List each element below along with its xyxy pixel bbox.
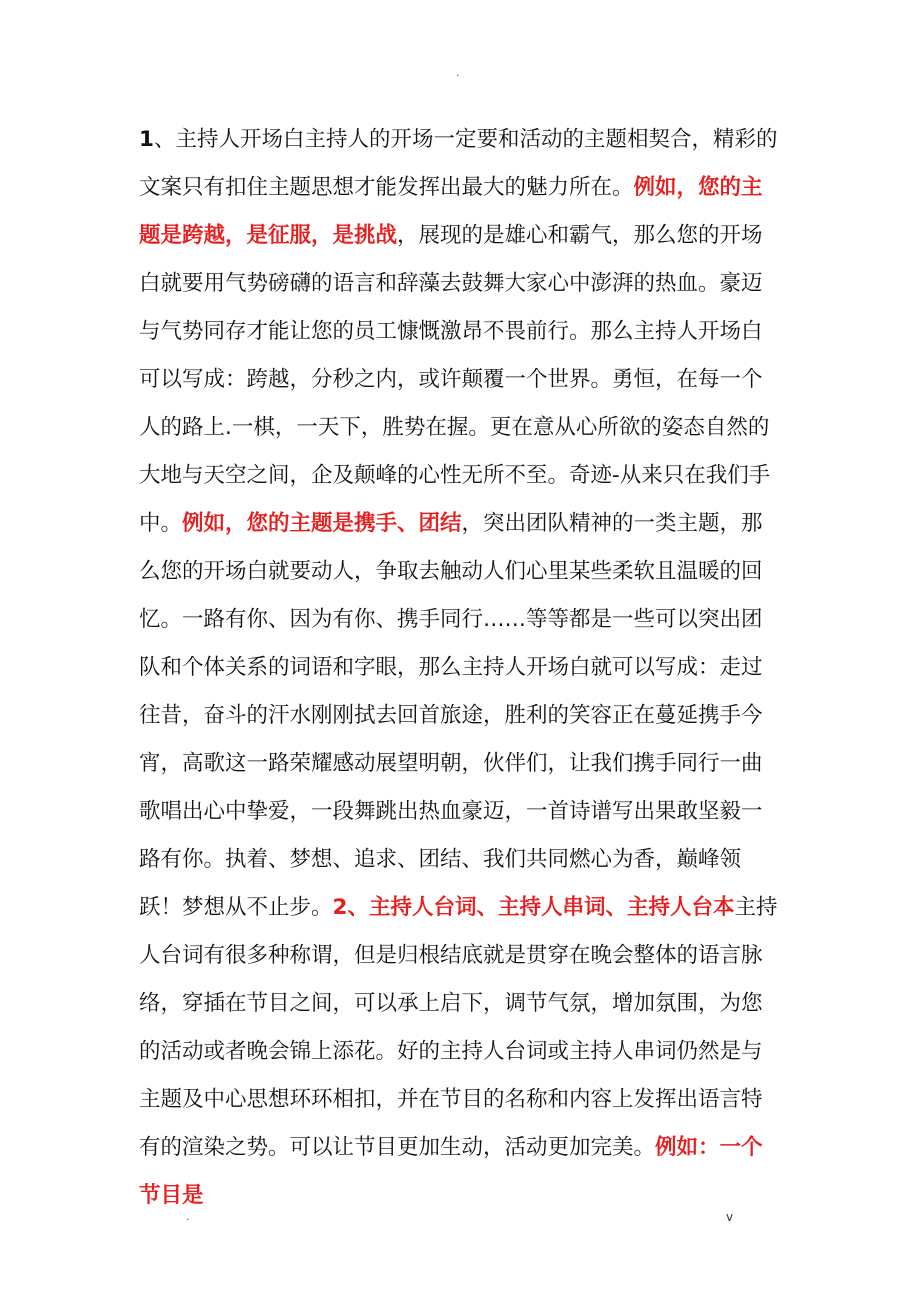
footer-dot: .: [186, 1210, 190, 1223]
paragraph-segment: 、主持人开场白主持人的开场一定要和活动的主题相契合，精彩的文案只有扣住主题思想才能发挥出最大的魅力所在。: [139, 127, 778, 200]
highlight-example: 例如，您的主题是跨越，是征服，是挑战: [139, 175, 763, 248]
highlight-example: 例如：一个节目是: [139, 1135, 763, 1208]
section-number: 1: [139, 127, 154, 152]
paragraph-segment: ，展现的是雄心和霸气，那么您的开场白就要用气势磅礴的语言和辞藻去鼓舞大家心中澎湃的热血。豪迈与气势同存才能让您的员工慷慨激昂不畏前行。那么主持人开场白可以写成：跨越，分秒之内，或许颠覆一个世界。勇恒，在每一个人的路上.一棋，一天下，胜势在握。更在意从心所欲的姿态自然的大地与天空之间，企及颠峰的心性无所不至。奇迹-从来只在我们手中。: [139, 223, 771, 536]
paragraph-segment: 主持人台词有很多种称谓，但是归根结底就是贯穿在晚会整体的语言脉络，穿插在节目之间，可以承上启下，调节气氛，增加氛围，为您的活动或者晚会锦上添花。好的主持人台词或主持人串词仍然是与主题及中心思想环环相扣，并在节目的名称和内容上发挥出语言特有的渲染之势。可以让节目更加生动，活动更加完美。: [139, 895, 778, 1160]
header-dot: .: [456, 66, 460, 79]
section-heading: 2、主持人台词、主持人串词、主持人台本: [332, 895, 735, 920]
article-body: [139, 116, 781, 1220]
highlight-example: 例如，您的主题是携手、团结: [182, 511, 462, 536]
paragraph-segment: ，突出团队精神的一类主题，那么您的开场白就要动人，争取去触动人们心里某些柔软且温暖的回忆。一路有你、因为有你、携手同行……等等都是一些可以突出团队和个体关系的词语和字眼，那么主持人开场白就可以写成：走过往昔，奋斗的汗水刚刚拭去回首旅途，胜利的笑容正在蔓延携手今宵，高歌这一路荣耀感动展望明朝，伙伴们，让我们携手同行一曲歌唱出心中挚爱，一段舞跳出热血豪迈，一首诗谱写出果敢坚毅一路有你。执着、梦想、追求、团结、我们共同燃心为香，巅峰领跃！梦想从不止步。: [139, 511, 763, 920]
footer-mark: v: [726, 1210, 734, 1224]
